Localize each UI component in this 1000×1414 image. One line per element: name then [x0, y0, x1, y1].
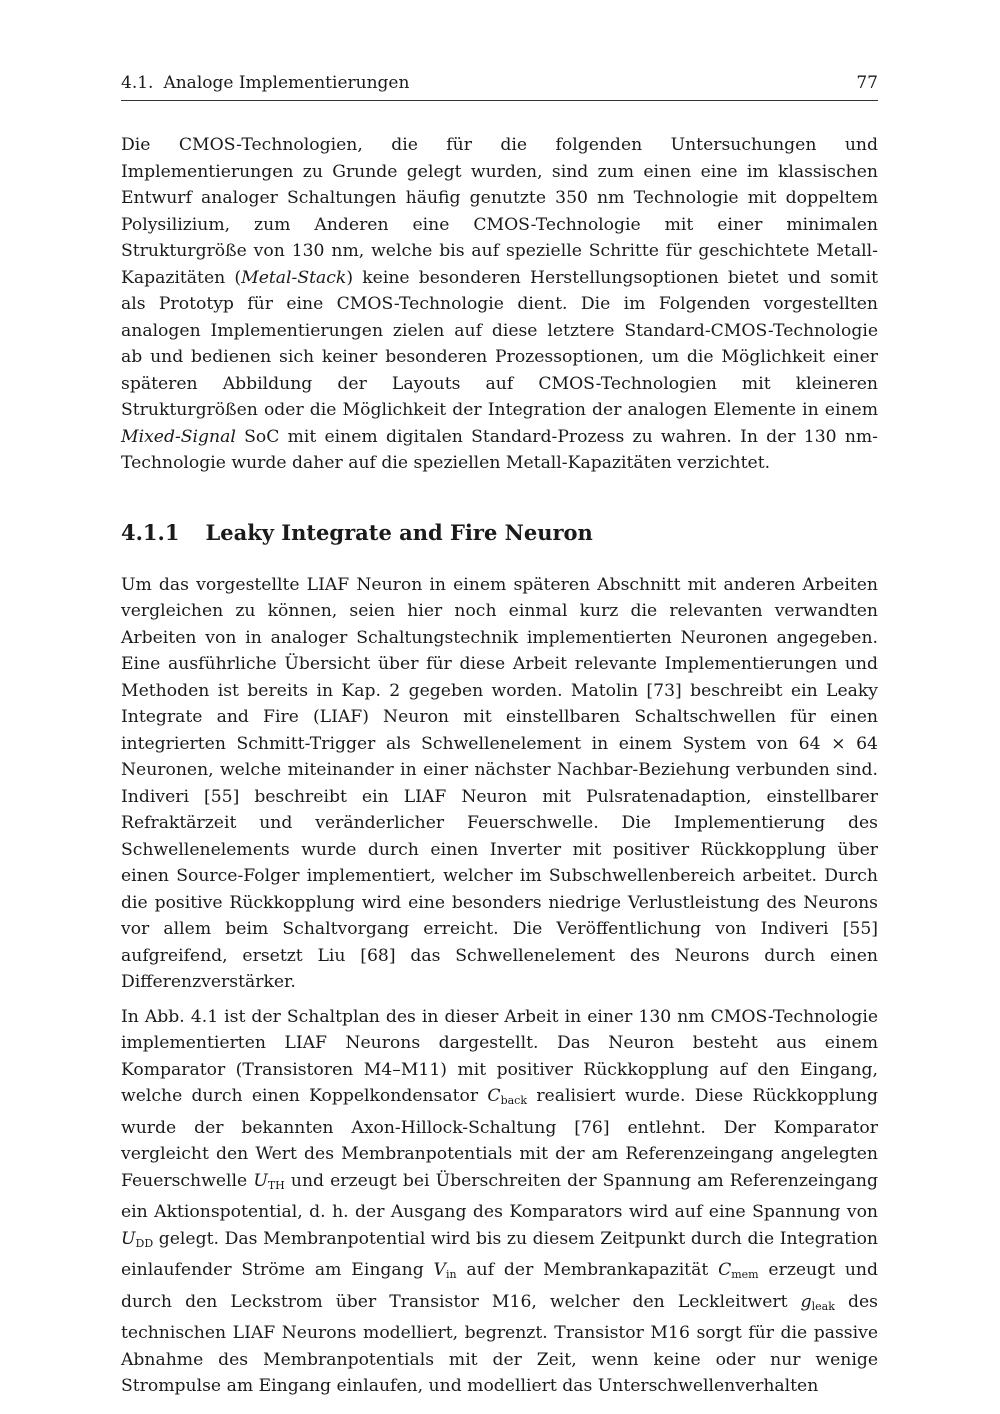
symbol-c-back: C: [487, 1086, 501, 1106]
intro-paragraph: [121, 132, 878, 477]
intro-text-1: Die CMOS-Technologien, die für die folgenden Untersuchungen und Implementierungen zu Grunde gelegt wurden, sind zum einen eine im klassischen Entwurf analoger Schaltungen häufig genutzte 350 nm Technologie mit doppeltem Polysilizium, zum Anderen eine CMOS-Technologie mit einer minimalen Strukturgröße von 130 nm, welche bis auf spezielle Schritte für geschichtete Metall-Kapazitäten (: [121, 135, 878, 288]
intro-emphasis-mixed-signal: Mixed-Signal: [121, 426, 236, 447]
related-work-paragraph: Um das vorgestellte LIAF Neuron in einem späteren Abschnitt mit anderen Arbeiten vergleichen zu können, seien hier noch einmal kurz die relevanten verwandten Arbeiten von in analoger Schaltungstechnik implementierten Neuronen angegeben. Eine ausführliche Übersicht über für diese Arbeit relevante Implementierungen und Methoden ist bereits in Kap. 2 gegeben worden. Matolin [73] beschreibt ein Leaky Integrate and Fire (LIAF) Neuron mit einstellbaren Schaltschwellen für einen integrierten Schmitt-Trigger als Schwellenelement in einem System von 64 × 64 Neuronen, welche miteinander in einer nächster Nachbar-Beziehung verbunden sind. Indiveri [55] beschreibt ein LIAF Neuron mit Pulsratenadaption, einstellbarer Refraktärzeit und veränderlicher Feuerschwelle. Die Implementierung des Schwellenelements wurde durch einen Inverter mit positiver Rückkopplung über einen Source-Folger implementiert, welcher im Subschwellenbereich arbeitet. Durch die positive Rückkopplung wird eine besonders niedrige Verlustleistung des Neurons vor allem beim Schaltvorgang erreicht. Die Veröffentlichung von Indiveri [55] aufgreifend, ersetzt Liu [68] das Schwellenelement des Neurons durch einen Differenzverstärker.: [121, 574, 878, 992]
symbol-c-back-subscript: back: [500, 1094, 528, 1107]
symbol-u-th-subscript: TH: [267, 1178, 285, 1192]
intro-emphasis-metal-stack: Metal-Stack: [241, 267, 347, 288]
symbol-u-dd: U: [121, 1228, 136, 1249]
para2-text-1: In Abb. 4.1 ist der Schaltplan des in dieser Arbeit in einer 130 nm CMOS-Technologie implementierten LIAF Neurons dargestellt. Das Neuron besteht aus einem Komparator (Transistoren M4–M11) mit positiver Rückkopplung auf den Eingang, welche durch einen Koppelkondensator: [121, 1006, 878, 1106]
page: [121, 68, 878, 1400]
schematic-description-paragraph: [121, 1004, 878, 1400]
section-number: 4.1.1: [121, 519, 180, 545]
symbol-g-leak: g: [800, 1291, 812, 1312]
para2-text-4: gelegt. Das Membranpotential wird bis zu diesem Zeitpunkt durch die Integration einlaufender Ströme am Eingang: [121, 1228, 878, 1280]
intro-text-2: ) keine besonderen Herstellungsoptionen bietet und somit als Prototyp für eine CMOS-Technologie dient. Die im Folgenden vorgestellten analogen Implementierungen zielen auf diese letztere Standard-CMOS-Technologie ab und bedienen sich keiner besonderen Prozessoptionen, um die Möglichkeit einer späteren Abbildung der Layouts auf CMOS-Technologien mit kleineren Strukturgrößen oder die Möglichkeit der Integration der analogen Elemente in einem: [121, 267, 878, 420]
header-section: [121, 68, 409, 98]
symbol-u-dd-subscript: DD: [135, 1236, 154, 1250]
section-heading: [121, 518, 878, 548]
para2-text-2: realisiert wurde. Diese Rückkopplung wurde der bekannten Axon-Hillock-Schaltung [76] entlehnt. Der Komparator vergleicht den Wert des Membranpotentials mit der am Referenzeingang angelegten Feuerschwelle: [121, 1086, 878, 1191]
symbol-u-th: U: [253, 1170, 268, 1191]
page-number: 77: [856, 73, 878, 93]
para2-text-5: auf der Membrankapazität: [456, 1260, 719, 1280]
symbol-c-mem: C: [718, 1260, 732, 1280]
intro-text-3: SoC mit einem digitalen Standard-Prozess zu wahren. In der 130 nm-Technologie wurde daher auf die speziellen Metall-Kapazitäten verzichtet.: [121, 426, 878, 473]
section-title: Leaky Integrate and Fire Neuron: [205, 519, 593, 545]
para2-text-7: des technischen LIAF Neurons modelliert, begrenzt. Transistor M16 sorgt für die passive Abnahme des Membranpotentials mit der Zeit, wenn keine oder nur wenige Strompulse am Eingang einlaufen, und modelliert das Unterschwellenverhalten: [121, 1291, 878, 1396]
header-section-title: Analoge Implementierungen: [163, 73, 410, 93]
para2-text-6: erzeugt und durch den Leckstrom über Transistor M16, welcher den Leckleitwert: [121, 1260, 878, 1312]
symbol-c-mem-subscript: mem: [731, 1268, 759, 1281]
symbol-v-in-subscript: in: [445, 1268, 457, 1281]
header-section-number: 4.1.: [121, 73, 154, 93]
symbol-g-leak-subscript: leak: [811, 1299, 835, 1313]
running-header: [121, 68, 878, 101]
symbol-v-in: V: [433, 1260, 446, 1280]
para2-text-3: und erzeugt bei Überschreiten der Spannung am Referenzeingang ein Aktionspotential, d. h. der Ausgang des Komparators wird auf eine Spannung von: [121, 1170, 878, 1222]
